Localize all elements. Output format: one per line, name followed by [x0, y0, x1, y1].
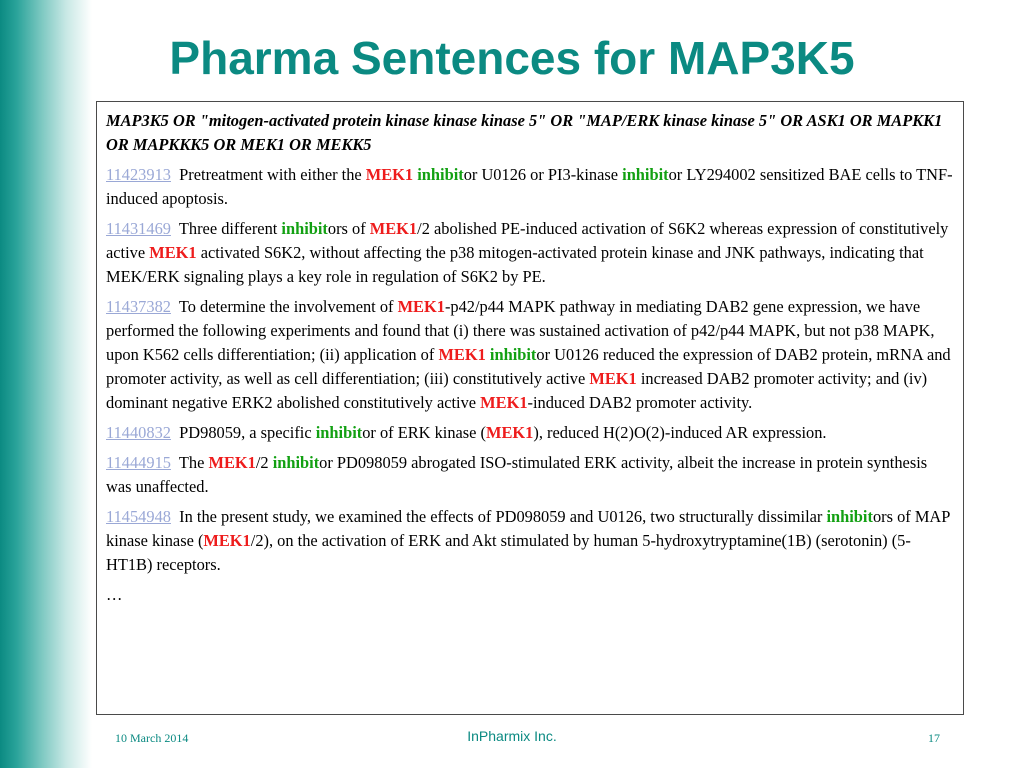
pmid-link[interactable]: 11444915	[106, 453, 171, 472]
gene-highlight: MEK1	[149, 243, 197, 262]
sentence-entry	[106, 421, 955, 445]
sentences-box	[96, 101, 964, 715]
sentence-text: increased DAB2 promoter activity; and (iv) dominant negative ERK2 abolished constitutively active	[106, 369, 928, 412]
inhibit-highlight: inhibit	[281, 219, 328, 238]
sentence-text: In the present study, we examined the effects of PD098059 and U0126, two structurally dissimilar	[179, 507, 827, 526]
ellipsis: …	[106, 585, 123, 604]
sentence-text: /2	[255, 453, 273, 472]
pmid-link[interactable]: 11440832	[106, 423, 171, 442]
gene-highlight: MEK1	[369, 219, 418, 238]
sentence-text: ors of	[327, 219, 370, 238]
sentence-text: Pretreatment with either the	[179, 165, 366, 184]
sentence-text: To determine the involvement of	[178, 297, 398, 316]
gene-highlight: MEK1	[480, 393, 528, 412]
sentence-text: or U0126 reduced the expression of DAB2 protein, mRNA and promoter activity, as well as cell differentiation; (iii) constitutively active	[106, 345, 951, 388]
sentence-entry	[106, 505, 955, 577]
sentence-text: or LY294002 sensitized BAE cells to TNF-induced apoptosis.	[106, 165, 953, 208]
gene-highlight: MEK1	[203, 531, 251, 550]
sentence-text: or of ERK kinase (	[362, 423, 487, 442]
inhibit-highlight: inhibit	[622, 165, 669, 184]
page-number: 17	[928, 731, 940, 745]
slide-title: Pharma Sentences for MAP3K5	[169, 32, 855, 84]
sentence-text: activated S6K2, without affecting the p38 mitogen-activated protein kinase and JNK pathways, indicating that MEK/ERK signaling plays a key role in regulation of S6K2 by PE.	[106, 243, 924, 286]
sentence-text: -p42/p44 MAPK pathway in mediating DAB2 gene expression, we have performed the following experiments and found that (i) there was sustained activation of p42/p44 MAPK, but not p38 MAPK, upon K562 cells differentiation; (ii) application of	[106, 297, 935, 364]
sentence-text: /2 abolished PE-induced activation of S6K2 whereas expression of constitutively active	[106, 219, 949, 262]
sentence-text: Three different	[178, 219, 282, 238]
side-gradient-bar	[0, 0, 92, 768]
inhibit-highlight: inhibit	[272, 453, 320, 472]
gene-highlight: MEK1	[486, 423, 534, 442]
sentence-text: -induced DAB2 promoter activity.	[527, 393, 753, 412]
sentence-text: ors of MAP kinase kinase (	[106, 507, 950, 550]
sentence-text: The	[178, 453, 209, 472]
sentence-text: PD98059, a specific	[179, 423, 316, 442]
inhibit-highlight: inhibit	[315, 423, 363, 442]
sentence-entry	[106, 163, 955, 211]
sentence-entry	[106, 295, 955, 415]
inhibit-highlight: inhibit	[489, 345, 537, 364]
inhibit-highlight: inhibit	[826, 507, 873, 526]
gene-highlight: MEK1	[208, 453, 256, 472]
pmid-link[interactable]: 11423913	[106, 165, 171, 184]
search-query: MAP3K5 OR "mitogen-activated protein kinase kinase kinase 5" OR "MAP/ERK kinase kinase 5" OR ASK1 OR MAPKK1 OR MAPKKK5 OR MEK1 OR MEKK5	[106, 111, 943, 154]
sentence-entry	[106, 217, 955, 289]
pmid-link[interactable]: 11437382	[106, 297, 171, 316]
footer-company: InPharmix Inc.	[467, 728, 557, 744]
sentence-entry	[106, 451, 955, 499]
gene-highlight: MEK1	[438, 345, 486, 364]
sentence-text: or U0126 or PI3-kinase	[463, 165, 623, 184]
footer-date: 10 March 2014	[115, 731, 189, 745]
pmid-link[interactable]: 11431469	[106, 219, 171, 238]
gene-highlight: MEK1	[397, 297, 445, 316]
gene-highlight: MEK1	[365, 165, 414, 184]
pmid-link[interactable]: 11454948	[106, 507, 171, 526]
sentence-text: ), reduced H(2)O(2)-induced AR expression.	[533, 423, 827, 442]
inhibit-highlight: inhibit	[417, 165, 464, 184]
sentence-text: /2), on the activation of ERK and Akt stimulated by human 5-hydroxytryptamine(1B) (serotonin) (5-HT1B) receptors.	[106, 531, 911, 574]
gene-highlight: MEK1	[589, 369, 637, 388]
sentence-text: or PD098059 abrogated ISO-stimulated ERK activity, albeit the increase in protein synthesis was unaffected.	[106, 453, 928, 496]
sentence-list	[106, 163, 955, 577]
